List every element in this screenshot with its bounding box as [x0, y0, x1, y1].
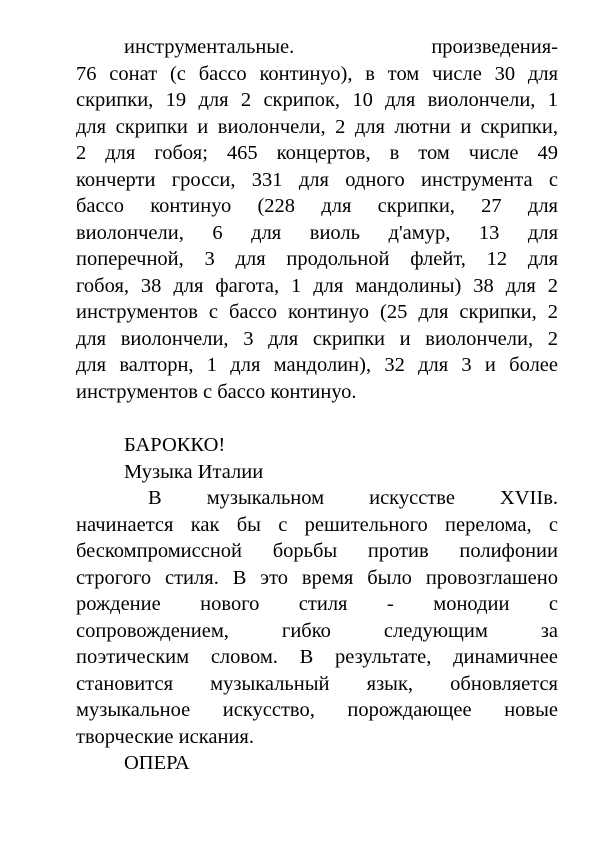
paragraph-xvii-century [76, 485, 558, 750]
text-line: В музыкальном искусстве XVIIв. [148, 487, 558, 509]
text-line: инструментов с бассо континуо (25 для скрипки, 2 [76, 301, 558, 323]
text-line: скрипки, 19 для 2 скрипок, 10 для виолончели, 1 [76, 89, 558, 111]
text-line: бассо континуо (228 для скрипки, 27 для [76, 195, 558, 217]
text-line: начинается как бы с решительного перелома, с [76, 513, 558, 536]
text-line: становится музыкальный язык, обновляется [76, 672, 558, 695]
paragraph-gap [76, 405, 558, 432]
text-line: поэтическим словом. В результате, динамичнее [76, 646, 558, 668]
text-line: для скрипки и виолончели, 2 для лютни и скрипки, [76, 115, 558, 138]
paragraph-instrumental-works [76, 34, 558, 405]
text-line: творческие искания. [76, 725, 254, 748]
heading-baroque: БАРОККО! [124, 434, 226, 456]
text-line: для валторн, 1 для мандолин), 32 для 3 и более [76, 354, 558, 376]
text-line: музыкальное искусство, порождающее новые [76, 699, 558, 721]
text-line: инструментов с бассо континуо. [76, 380, 357, 403]
text-line: рождение нового стиля - монодии с [76, 593, 558, 615]
text-line: строгого стиля. В это время было провозглашено [76, 566, 558, 589]
text-line: бескомпромиссной борьбы против полифонии [76, 540, 558, 562]
heading-opera: ОПЕРА [124, 752, 190, 774]
text-line: для виолончели, 3 для скрипки и виолончели, 2 [76, 327, 558, 350]
document-page [76, 34, 558, 777]
text-line: инструментальные. произведения- [124, 36, 558, 58]
text-line: 76 сонат (с бассо континуо), в том числе 30 для [76, 62, 558, 85]
text-line: гобоя, 38 для фагота, 1 для мандолины) 38 для 2 [76, 274, 558, 297]
text-line: виолончели, 6 для виоль д'амур, 13 для [76, 221, 558, 244]
text-line: поперечной, 3 для продольной флейт, 12 для [76, 248, 558, 270]
text-line: кончерти гросси, 331 для одного инструмента с [76, 168, 558, 191]
text-line: 2 для гобоя; 465 концертов, в том числе 49 [76, 142, 558, 164]
text-line: сопровождением, гибко следующим за [76, 619, 558, 642]
heading-music-of-italy: Музыка Италии [124, 460, 264, 483]
